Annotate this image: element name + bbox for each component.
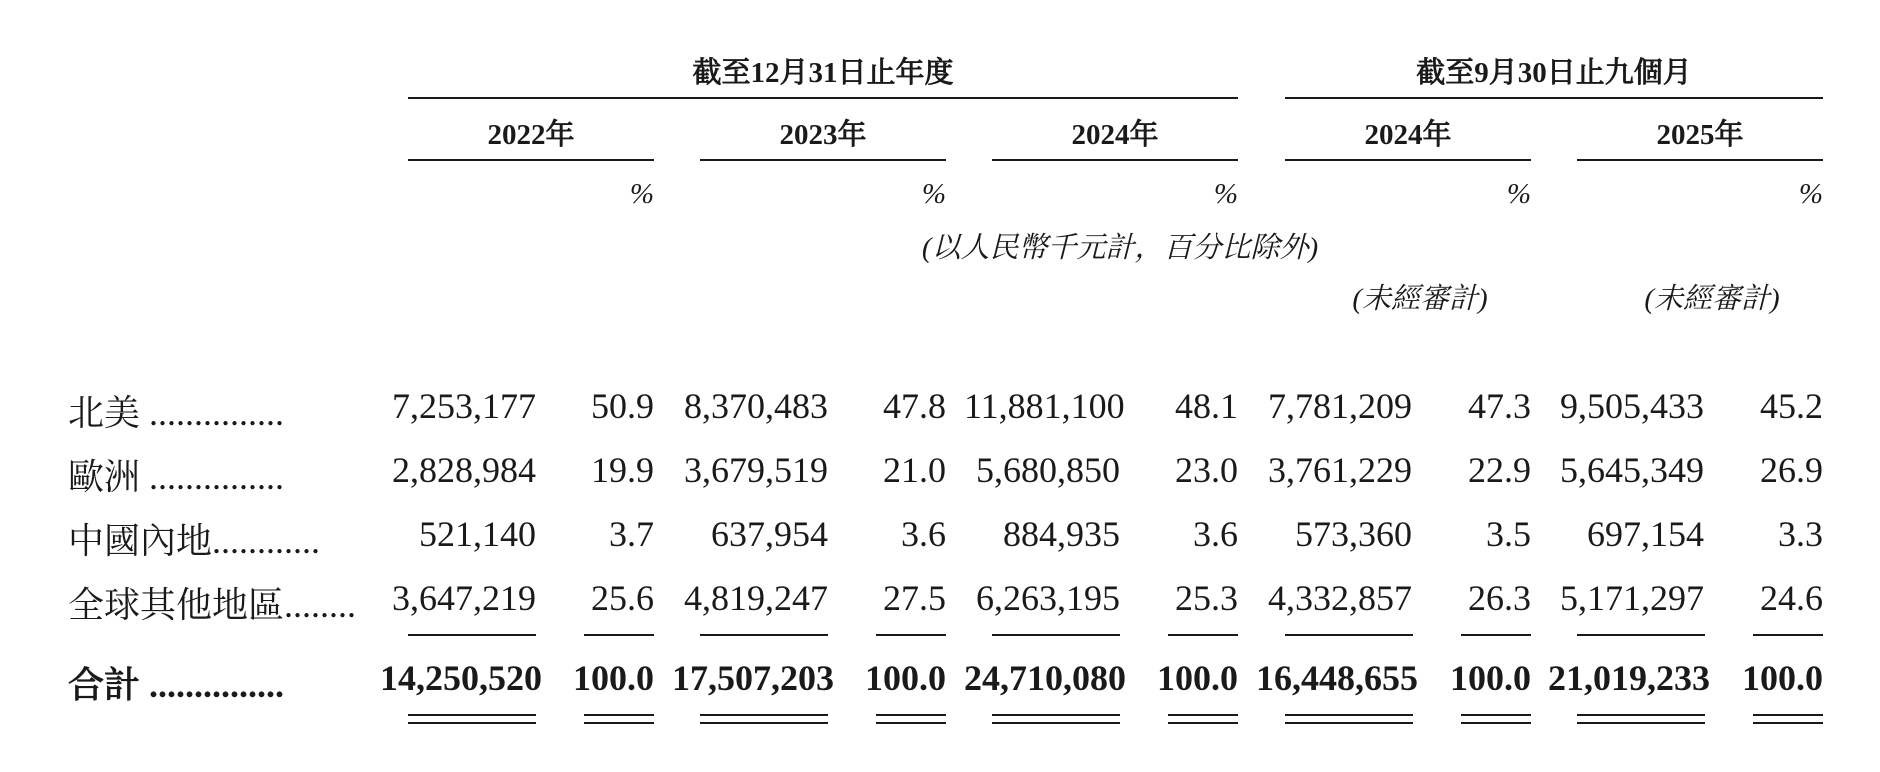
cell-percent: 45.2 [1760,386,1823,426]
cell-percent: 21.0 [883,450,946,490]
percent-header-3: % [1506,178,1531,210]
cell-value: 3,647,219 [392,578,536,618]
double-rule [876,714,946,716]
cell-percent: 47.3 [1468,386,1531,426]
double-rule [1577,714,1705,716]
percent-header-0: % [629,178,654,210]
total-percent: 100.0 [1742,658,1823,698]
period-rule-2 [992,159,1238,161]
cell-percent: 3.3 [1778,514,1823,554]
cell-percent: 26.3 [1468,578,1531,618]
group-header-nine-months: 截至9月30日止九個月 [1416,57,1692,89]
period-rule-3 [1285,159,1531,161]
period-rule-0 [408,159,654,161]
cell-percent: 3.6 [1193,514,1238,554]
percent-header-1: % [921,178,946,210]
total-percent: 100.0 [865,658,946,698]
group-header-fiscal-year: 截至12月31日止年度 [692,57,954,89]
cell-value: 3,679,519 [684,450,828,490]
cell-percent: 22.9 [1468,450,1531,490]
cell-value: 6,263,195 [976,578,1120,618]
total-percent: 100.0 [1157,658,1238,698]
cell-value: 7,253,177 [392,386,536,426]
period-year-3: 2024年 [1364,119,1452,151]
row-label-total: 合計 ............... [68,665,285,705]
row-label: 歐洲 ............... [68,457,285,497]
unit-note: (以人民幣千元計，百分比除外) [921,232,1319,264]
cell-value: 637,954 [711,514,828,554]
cell-percent: 25.3 [1175,578,1238,618]
cell-value: 7,781,209 [1268,386,1412,426]
cell-percent: 24.6 [1760,578,1823,618]
cell-percent: 27.5 [883,578,946,618]
cell-value: 884,935 [1003,514,1120,554]
cell-percent: 26.9 [1760,450,1823,490]
percent-header-4: % [1798,178,1823,210]
period-year-4: 2025年 [1656,119,1744,151]
period-year-1: 2023年 [779,119,867,151]
double-rule [1753,722,1823,724]
row-label: 全球其他地區........ [68,585,357,625]
double-rule [1285,714,1413,716]
double-rule [992,722,1120,724]
double-rule [584,722,654,724]
cell-value: 5,171,297 [1560,578,1704,618]
period-year-2: 2024年 [1071,119,1159,151]
percent-header-2: % [1213,178,1238,210]
double-rule [1461,722,1531,724]
period-rule-1 [700,159,946,161]
cell-value: 3,761,229 [1268,450,1412,490]
double-rule [1285,722,1413,724]
cell-value: 11,881,100 [964,386,1125,426]
unaudited-note-3: (未經審計) [1352,283,1488,315]
cell-percent: 3.7 [609,514,654,554]
double-rule [1168,714,1238,716]
double-rule [876,722,946,724]
cell-value: 2,828,984 [392,450,536,490]
double-rule [1461,714,1531,716]
double-rule [1577,722,1705,724]
cell-value: 5,680,850 [976,450,1120,490]
subtotal-rule [1753,634,1823,636]
subtotal-rule [584,634,654,636]
row-label: 北美 ............... [68,393,285,433]
double-rule [700,714,828,716]
double-rule [700,722,828,724]
period-year-0: 2022年 [487,119,575,151]
subtotal-rule [700,634,828,636]
group-rule-fiscal-year [408,97,1238,99]
double-rule [1753,714,1823,716]
cell-percent: 3.6 [901,514,946,554]
cell-value: 4,332,857 [1268,578,1412,618]
row-label: 中國內地............ [68,521,321,561]
cell-value: 573,360 [1295,514,1412,554]
subtotal-rule [1285,634,1413,636]
cell-value: 5,645,349 [1560,450,1704,490]
subtotal-rule [876,634,946,636]
cell-value: 521,140 [419,514,536,554]
cell-percent: 23.0 [1175,450,1238,490]
total-value: 14,250,520 [380,658,542,698]
cell-percent: 47.8 [883,386,946,426]
cell-percent: 25.6 [591,578,654,618]
period-rule-4 [1577,159,1823,161]
double-rule [992,714,1120,716]
unaudited-note-4: (未經審計) [1644,283,1780,315]
total-value: 24,710,080 [964,658,1126,698]
cell-percent: 50.9 [591,386,654,426]
cell-value: 4,819,247 [684,578,828,618]
cell-percent: 19.9 [591,450,654,490]
cell-value: 9,505,433 [1560,386,1704,426]
double-rule [1168,722,1238,724]
subtotal-rule [408,634,536,636]
subtotal-rule [1577,634,1705,636]
cell-value: 697,154 [1587,514,1704,554]
total-value: 17,507,203 [672,658,834,698]
double-rule [408,714,536,716]
group-rule-nine-months [1285,97,1823,99]
subtotal-rule [1168,634,1238,636]
subtotal-rule [1461,634,1531,636]
total-percent: 100.0 [573,658,654,698]
subtotal-rule [992,634,1120,636]
double-rule [408,722,536,724]
double-rule [584,714,654,716]
cell-percent: 48.1 [1175,386,1238,426]
cell-percent: 3.5 [1486,514,1531,554]
total-value: 21,019,233 [1548,658,1710,698]
cell-value: 8,370,483 [684,386,828,426]
total-percent: 100.0 [1450,658,1531,698]
total-value: 16,448,655 [1256,658,1418,698]
